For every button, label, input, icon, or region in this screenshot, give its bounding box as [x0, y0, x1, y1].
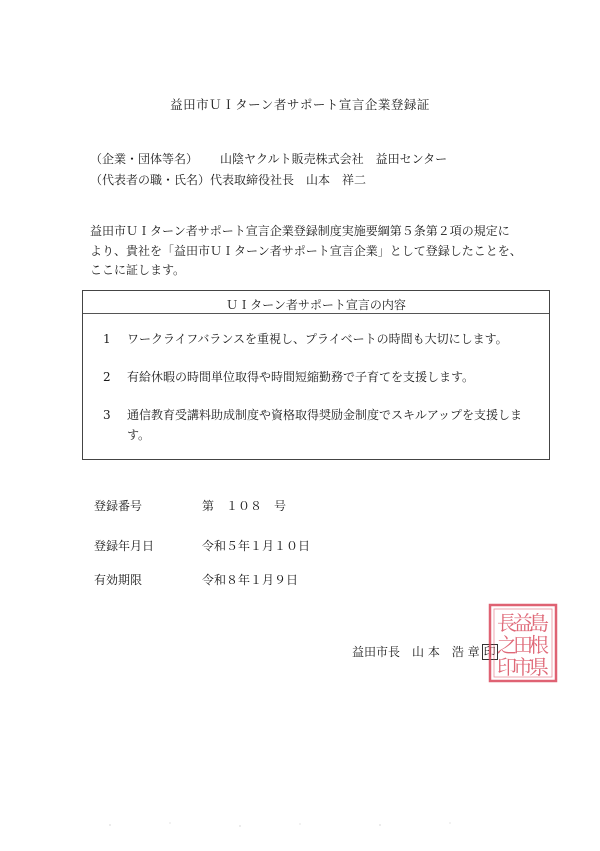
pledge-item [103, 367, 543, 387]
registration-date-label: 登録年月日 [94, 539, 155, 553]
inshi-mark: 印 [483, 645, 496, 659]
company-row [90, 150, 447, 167]
expiry-label: 有効期限 [94, 573, 143, 587]
mayor-signature [352, 643, 498, 660]
document-title: 益田市ＵＩターン者サポート宣言企業登録証 [170, 97, 430, 112]
pledge-number: 1 [103, 332, 111, 346]
registration-number-row [94, 497, 286, 514]
statement-line-2: より、貴社を「益田市ＵＩターン者サポート宣言企業」として登録したことを、 [90, 243, 522, 258]
registration-number-value: 第 １０８ 号 [202, 499, 287, 513]
expiry-row [94, 571, 298, 588]
scan-speckle [90, 820, 510, 830]
registration-number-label: 登録番号 [94, 499, 143, 513]
pledge-text: ワークライフバランスを重視し、プライベートの時間も大切にします。 [127, 332, 508, 346]
svg-text:県: 県 [529, 655, 549, 679]
pledge-item [103, 405, 543, 445]
registration-date-value: 令和５年１月１０日 [202, 539, 311, 553]
certification-statement [90, 222, 550, 281]
svg-text:島: 島 [529, 611, 549, 635]
pledge-text: 通信教育受講料助成制度や資格取得奨励金制度でスキルアップを支援します。 [127, 408, 523, 442]
company-value: 山陰ヤクルト販売株式会社 益田センター [220, 152, 448, 166]
representative-value: 代表取締役社長 山本 祥二 [210, 173, 367, 187]
svg-text:之: 之 [497, 633, 517, 657]
pledge-text: 有給休暇の時間単位取得や時間短縮勤務で子育てを支援します。 [127, 370, 475, 384]
svg-text:根: 根 [529, 633, 549, 657]
representative-label: （代表者の職・氏名） [90, 173, 211, 187]
pledge-number: 2 [103, 370, 111, 384]
svg-text:印: 印 [497, 655, 517, 679]
statement-line-3: ここに証します。 [90, 263, 186, 277]
company-label: （企業・団体等名） [90, 152, 199, 166]
mayor-name: 益田市長 山 本 浩 章 [352, 645, 480, 659]
pledge-box [82, 290, 550, 460]
svg-text:益: 益 [513, 611, 533, 635]
pledge-box-divider [83, 313, 549, 314]
pledge-item [103, 329, 543, 349]
official-seal-stamp [488, 603, 558, 683]
svg-text:市: 市 [513, 655, 533, 679]
statement-line-1: 益田市ＵＩターン者サポート宣言企業登録制度実施要綱第５条第２項の規定に [90, 224, 510, 238]
seal-svg [488, 603, 558, 683]
expiry-value: 令和８年１月９日 [202, 573, 299, 587]
svg-text:田: 田 [513, 633, 533, 657]
registration-date-row [94, 537, 310, 554]
svg-text:長: 長 [497, 611, 517, 635]
pledge-box-title: ＵＩターン者サポート宣言の内容 [226, 298, 406, 312]
pledge-number: 3 [103, 408, 111, 422]
representative-row [90, 171, 366, 188]
